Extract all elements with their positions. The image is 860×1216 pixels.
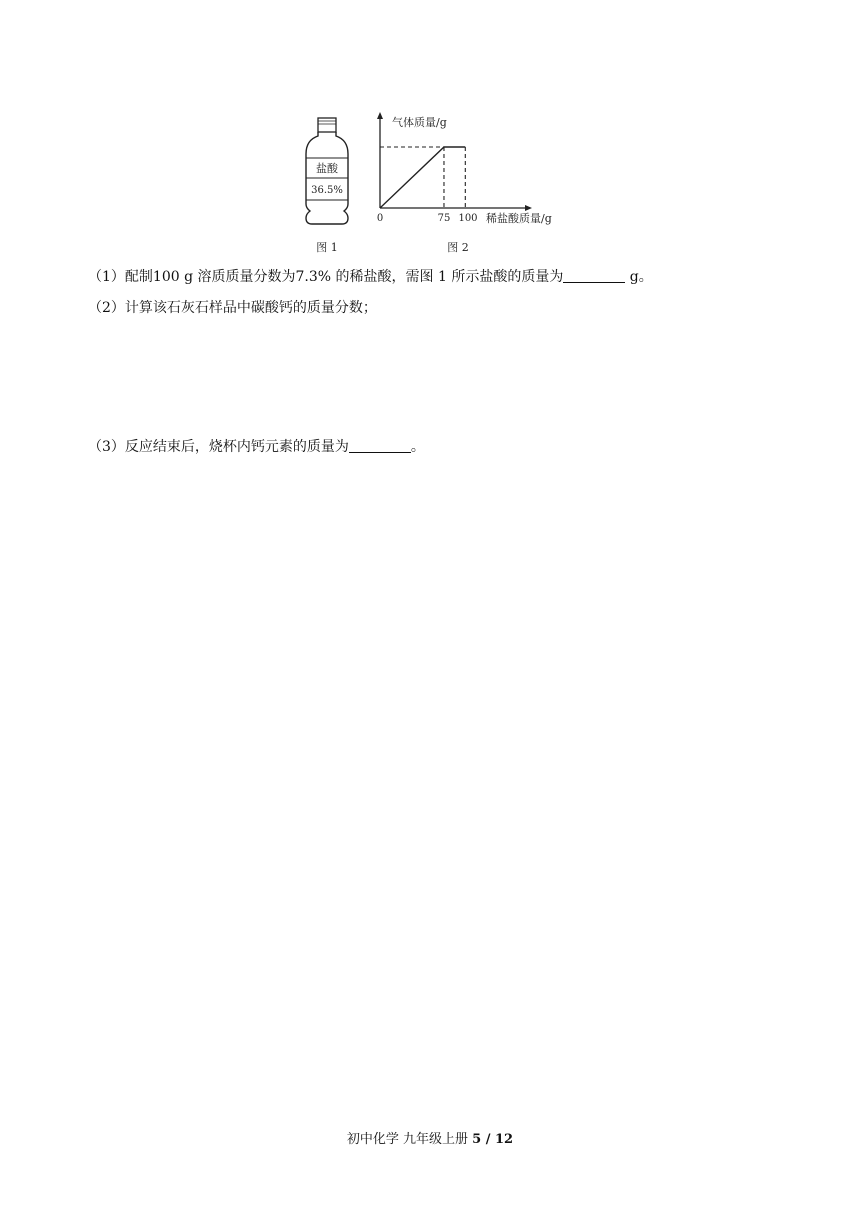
gas-mass-line bbox=[380, 147, 465, 208]
y-axis-arrow bbox=[377, 112, 383, 119]
question-3-tail: 。 bbox=[410, 439, 425, 455]
question-3-number: （3） bbox=[88, 439, 125, 455]
figure2-caption: 图 2 bbox=[447, 241, 469, 254]
x-tick-75: 75 bbox=[437, 213, 451, 224]
chart-marks bbox=[380, 147, 465, 208]
origin-label: 0 bbox=[376, 213, 384, 224]
question-2-number: （2） bbox=[88, 300, 125, 316]
question-2-text: 计算该石灰石样品中碳酸钙的质量分数； bbox=[124, 300, 377, 316]
question-1 bbox=[88, 268, 653, 286]
question-2 bbox=[88, 299, 377, 317]
answer-blank-1[interactable] bbox=[563, 268, 625, 283]
bottle-figure bbox=[306, 118, 348, 254]
question-3 bbox=[88, 438, 425, 456]
page-footer bbox=[0, 1128, 860, 1147]
answer-blank-3[interactable] bbox=[349, 438, 411, 453]
question-1-unit: g。 bbox=[625, 269, 653, 285]
y-axis-label: 气体质量/g bbox=[392, 116, 447, 129]
figures-area bbox=[296, 108, 566, 258]
chart-figure bbox=[377, 112, 552, 254]
x-axis-label: 稀盐酸质量/g bbox=[486, 212, 552, 225]
x-tick-100: 100 bbox=[458, 213, 478, 224]
bottle-label-top: 盐酸 bbox=[316, 162, 338, 175]
figure1-caption: 图 1 bbox=[316, 241, 338, 254]
question-3-text: 反应结束后，烧杯内钙元素的质量为 bbox=[124, 439, 349, 455]
bottle-cap bbox=[318, 118, 336, 132]
question-1-text: 配制100 g 溶质质量分数为7.3% 的稀盐酸，需图 1 所示盐酸的质量为 bbox=[124, 269, 564, 285]
x-axis-arrow bbox=[525, 205, 532, 211]
bottle-label-bottom: 36.5% bbox=[311, 185, 343, 196]
question-1-number: （1） bbox=[88, 269, 125, 285]
figures-svg bbox=[296, 108, 566, 258]
page-number: 5 / 12 bbox=[472, 1132, 514, 1147]
footer-subject: 初中化学 九年级上册 bbox=[346, 1132, 473, 1147]
